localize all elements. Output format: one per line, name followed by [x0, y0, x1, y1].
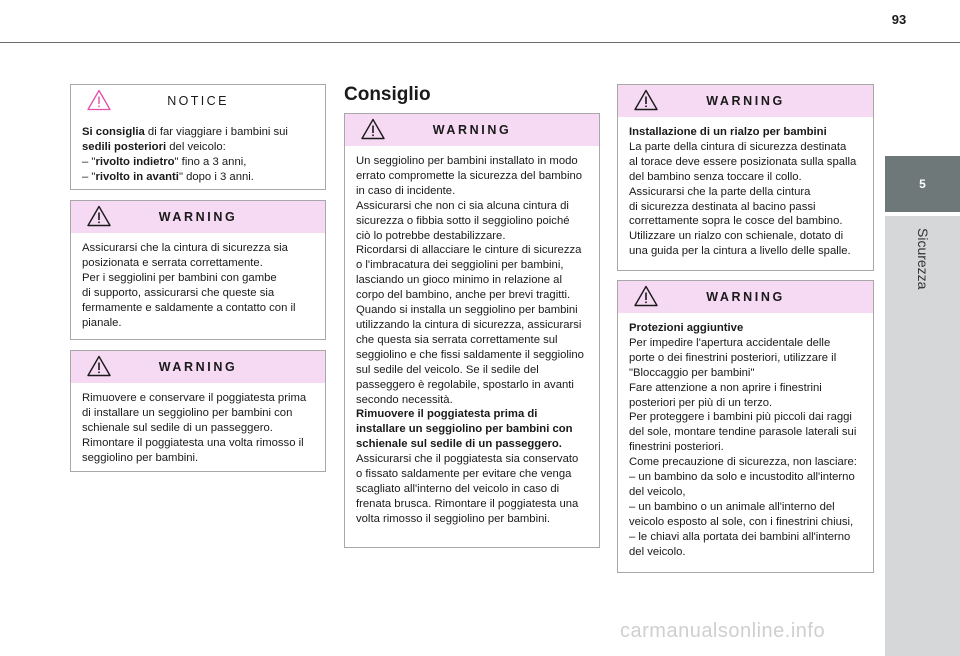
text: Fare attenzione a non aprire i finestrini	[629, 381, 822, 394]
text-line	[629, 125, 863, 140]
text-line	[356, 437, 589, 452]
warning-box-protection	[617, 280, 874, 573]
warning-header	[618, 85, 873, 117]
text-line	[82, 155, 315, 170]
text-line	[629, 140, 863, 155]
text: del bambino senza toccare il collo.	[629, 170, 802, 183]
warning-icon	[634, 89, 658, 111]
text: una guida per la cintura a livello delle spalle.	[629, 245, 851, 258]
text-line	[356, 393, 589, 408]
text: pianale.	[82, 316, 122, 329]
chapter-tab[interactable]	[885, 216, 960, 656]
chapter-tab-label: Sicurezza	[914, 228, 931, 290]
warning-title: WARNING	[432, 123, 512, 137]
text: lasciando un gioco minimo in relazione al	[356, 274, 562, 287]
text-line	[82, 391, 315, 406]
text: del veicolo:	[166, 140, 226, 153]
warning-body	[618, 313, 873, 568]
warning-header	[618, 281, 873, 313]
text: di far viaggiare i bambini sui	[144, 126, 288, 138]
text: – le chiavi alla portata dei bambini all'interno	[629, 530, 851, 543]
text-line	[356, 348, 589, 363]
text: " dopo i 3 anni.	[178, 170, 254, 183]
text: posizionata e serrata correttamente.	[82, 256, 263, 269]
text-line	[629, 351, 863, 366]
text: finestrini posteriori.	[629, 441, 724, 454]
text-line	[356, 288, 589, 303]
text: che questa sia serrata correttamente sul	[356, 333, 558, 346]
text-line	[356, 512, 589, 527]
text-line	[629, 381, 863, 396]
warning-title: WARNING	[706, 290, 785, 304]
text-line	[356, 467, 589, 482]
text: Utilizzare un rialzo con schienale, dotato di	[629, 230, 844, 243]
text-line	[82, 406, 315, 421]
warning-body	[618, 117, 873, 267]
text-line	[82, 140, 315, 155]
text-line	[356, 273, 589, 288]
text: fermamente e saldamente a contatto con il	[82, 301, 296, 314]
text-line	[629, 410, 863, 425]
text: Assicurarsi che la parte della cintura	[629, 185, 811, 198]
text: corpo del bambino, anche per brevi tragitti.	[356, 289, 571, 302]
text: volta rimosso il seggiolino per bambini.	[356, 512, 551, 525]
text: Quando si installa un seggiolino per bambini	[356, 304, 578, 317]
warning-body	[345, 146, 599, 535]
text-line	[82, 125, 315, 140]
chapter-tab-number[interactable]: 5	[885, 156, 960, 212]
text-line	[629, 244, 863, 259]
text-line	[356, 199, 589, 214]
warning-title: WARNING	[158, 360, 238, 374]
header-rule	[0, 42, 960, 43]
notice-header	[71, 85, 325, 117]
bold-text: Rimuovere il poggiatesta prima di	[356, 408, 538, 421]
warning-body	[71, 233, 325, 338]
text-line	[82, 170, 315, 185]
bold-text: schienale sul sedile di un passeggero.	[356, 438, 562, 451]
text: Rimuovere e conservare il poggiatesta prima	[82, 392, 307, 404]
text: del veicolo.	[629, 545, 686, 558]
text-line	[82, 271, 315, 286]
text: Ricordarsi di allacciare le cinture di sicurezza	[356, 244, 582, 257]
text: di sicurezza destinata al bacino passi	[629, 200, 816, 213]
bold-text: rivolto in avanti	[95, 170, 179, 183]
text: posteriori per più di un terzo.	[629, 396, 773, 409]
text-line	[629, 336, 863, 351]
page-number: 93	[891, 12, 907, 27]
text-line	[629, 440, 863, 455]
section-title: Consiglio	[344, 84, 431, 105]
text-line	[82, 301, 315, 316]
warning-box-booster	[617, 84, 874, 271]
notice-title: NOTICE	[167, 94, 229, 108]
text-line	[356, 243, 589, 258]
text-line	[629, 366, 863, 381]
text: Rimontare il poggiatesta una volta rimosso il	[82, 436, 304, 449]
text-line	[629, 530, 863, 545]
text: frenata brusca. Rimontare il poggiatesta una	[356, 497, 579, 510]
text-line	[82, 436, 315, 451]
text-line	[629, 545, 863, 560]
text-line	[629, 214, 863, 229]
text-line	[356, 169, 589, 184]
text: Assicurarsi che il poggiatesta sia conservato	[356, 453, 579, 466]
text-line	[356, 407, 589, 422]
text-line	[82, 241, 315, 256]
text: " fino a 3 anni,	[174, 155, 247, 168]
text-line	[629, 500, 863, 515]
text-line	[629, 455, 863, 470]
text: – "	[82, 155, 96, 168]
text: errato compromette la sicurezza del bambino	[356, 169, 583, 182]
text-line	[82, 316, 315, 331]
warning-box-installation	[344, 113, 600, 548]
text-line	[356, 378, 589, 393]
warning-box-seatbelt	[70, 200, 326, 340]
text: – "	[82, 170, 96, 183]
text: in caso di incidente.	[356, 184, 456, 197]
text: ciò lo potrebbe destabilizzare.	[356, 229, 506, 242]
text: o l'imbracatura dei seggiolini per bambini,	[356, 259, 564, 272]
text: passeggero è regolabile, spostarlo in avanti	[356, 378, 574, 391]
text-line	[356, 452, 589, 467]
text: Per proteggere i bambini più piccoli dai raggi	[629, 411, 852, 424]
text-line	[629, 425, 863, 440]
text-line	[356, 318, 589, 333]
text-line	[629, 155, 863, 170]
warning-title: WARNING	[706, 94, 785, 108]
notice-box	[70, 84, 326, 190]
text: seggiolino e che fissi saldamente il seggiolino	[356, 348, 584, 361]
text-line	[356, 184, 589, 199]
text: porte o dei finestrini posteriori, utilizzare il	[629, 351, 837, 364]
text: al torace deve essere posizionata sulla spalla	[629, 155, 857, 168]
warning-icon	[87, 205, 111, 227]
text: sicurezza o fibbia sotto il seggiolino poiché	[356, 214, 570, 227]
text-line	[356, 258, 589, 273]
bold-text: sedili posteriori	[82, 140, 167, 153]
text: utilizzando la cintura di sicurezza, assicurarsi	[356, 318, 582, 331]
text: del veicolo,	[629, 485, 686, 498]
text: del sole, montare tendine parasole laterali sui	[629, 426, 857, 439]
text: o fissato saldamente per evitare che venga	[356, 468, 572, 481]
text: di installare un seggiolino per bambini con	[82, 406, 293, 419]
notice-icon	[87, 89, 111, 111]
text-line	[82, 421, 315, 436]
text-line	[629, 515, 863, 530]
text: sul sedile del veicolo. Se il sedile del	[356, 363, 539, 376]
text-line	[356, 482, 589, 497]
warning-icon	[361, 118, 385, 140]
text-line	[356, 154, 589, 169]
text: scagliato all'interno del veicolo in caso di	[356, 482, 560, 495]
text: – un bambino da solo e incustodito all'interno	[629, 471, 855, 484]
text: di supporto, assicurarsi che queste sia	[82, 286, 275, 299]
text-line	[356, 497, 589, 512]
bold-text: installare un seggiolino per bambini con	[356, 423, 573, 436]
text-line	[82, 286, 315, 301]
text: secondo necessità.	[356, 393, 453, 406]
text-line	[629, 485, 863, 500]
text: La parte della cintura di sicurezza destinata	[629, 140, 847, 153]
warning-box-headrest	[70, 350, 326, 472]
text-line	[629, 229, 863, 244]
warning-header	[71, 351, 325, 383]
bold-text: Protezioni aggiuntive	[629, 322, 744, 334]
text: "Bloccaggio per bambini"	[629, 366, 755, 379]
warning-title: WARNING	[158, 210, 238, 224]
text-line	[629, 170, 863, 185]
text-line	[356, 214, 589, 229]
text-line	[356, 422, 589, 437]
warning-header	[71, 201, 325, 233]
text-line	[629, 185, 863, 200]
warning-header	[345, 114, 599, 146]
notice-body	[71, 117, 325, 193]
bold-text: rivolto indietro	[95, 155, 175, 168]
text-line	[356, 363, 589, 378]
text: Per i seggiolini per bambini con gambe	[82, 271, 277, 284]
text-line	[629, 321, 863, 336]
watermark: carmanualsonline.info	[620, 620, 826, 642]
text-line	[629, 470, 863, 485]
text-line	[356, 303, 589, 318]
text: Per impedire l'apertura accidentale delle	[629, 336, 831, 349]
text-line	[356, 333, 589, 348]
text: correttamente sopra le cosce del bambino.	[629, 215, 843, 228]
text: Assicurarsi che non ci sia alcuna cintura di	[356, 199, 569, 212]
text-line	[356, 229, 589, 244]
text: seggiolino per bambini.	[82, 451, 199, 464]
warning-body	[71, 383, 325, 474]
text: Come precauzione di sicurezza, non lasciare:	[629, 456, 857, 469]
text-line	[82, 256, 315, 271]
text: Un seggiolino per bambini installato in modo	[356, 155, 578, 167]
warning-icon	[87, 355, 111, 377]
text-line	[82, 451, 315, 466]
text-line	[629, 396, 863, 411]
text-line	[629, 200, 863, 215]
text: Assicurarsi che la cintura di sicurezza sia	[82, 242, 288, 254]
warning-icon	[634, 285, 658, 307]
text: – un bambino o un animale all'interno del	[629, 500, 835, 513]
text: veicolo esposto al sole, con i finestrini chiusi,	[629, 515, 854, 528]
text: schienale sul sedile di un passeggero.	[82, 421, 273, 434]
bold-text: Si consiglia	[82, 126, 145, 138]
bold-text: Installazione di un rialzo per bambini	[629, 126, 827, 138]
